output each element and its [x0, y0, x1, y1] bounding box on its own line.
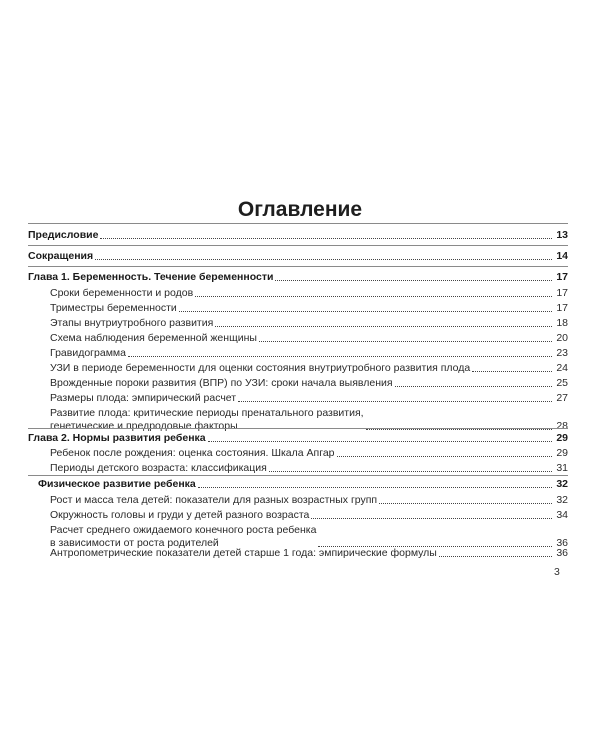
toc-entry[interactable]: Периоды детского возраста: классификация 31 [50, 462, 568, 474]
divider [28, 475, 568, 476]
toc-entry[interactable]: Триместры беременности 17 [50, 302, 568, 314]
toc-entry[interactable]: Развитие плода: критические периоды пренатального развития, генетические и предродовые факторы 28 [50, 407, 568, 432]
toc-entry[interactable]: Этапы внутриутробного развития 18 [50, 317, 568, 329]
toc-entry[interactable]: Размеры плода: эмпирический расчет 27 [50, 392, 568, 404]
toc-entry[interactable]: Ребенок после рождения: оценка состояния. Шкала Апгар 29 [50, 447, 568, 459]
toc-entry-abbreviations[interactable]: Сокращения 14 [28, 250, 568, 262]
toc-entry-preface[interactable]: Предисловие 13 [28, 229, 568, 241]
toc-entry[interactable]: Гравидограмма 23 [50, 347, 568, 359]
divider [28, 223, 568, 224]
toc-entry-chapter-2[interactable]: Глава 2. Нормы развития ребенка 29 [28, 432, 568, 444]
toc-entry[interactable]: Рост и масса тела детей: показатели для разных возрастных групп 32 [50, 494, 568, 506]
toc-entry[interactable]: Расчет среднего ожидаемого конечного роста ребенка в зависимости от роста родителей 36 [50, 524, 568, 549]
divider [28, 428, 568, 429]
page-number: 3 [554, 566, 560, 578]
toc-entry[interactable]: Врожденные пороки развития (ВПР) по УЗИ: сроки начала выявления 25 [50, 377, 568, 389]
toc-entry[interactable]: Антропометрические показатели детей старше 1 года: эмпирические формулы 36 [50, 547, 568, 559]
divider [28, 266, 568, 267]
divider [28, 245, 568, 246]
toc-entry[interactable]: Схема наблюдения беременной женщины 20 [50, 332, 568, 344]
toc-entry-physical-development[interactable]: Физическое развитие ребенка 32 [38, 478, 568, 490]
page-title: Оглавление [237, 198, 363, 221]
toc-entry[interactable]: Окружность головы и груди у детей разного возраста 34 [50, 509, 568, 521]
toc-entry[interactable]: Сроки беременности и родов 17 [50, 287, 568, 299]
toc-entry-chapter-1[interactable]: Глава 1. Беременность. Течение беременности 17 [28, 271, 568, 283]
toc-entry[interactable]: УЗИ в периоде беременности для оценки состояния внутриутробного развития плода 24 [50, 362, 568, 374]
